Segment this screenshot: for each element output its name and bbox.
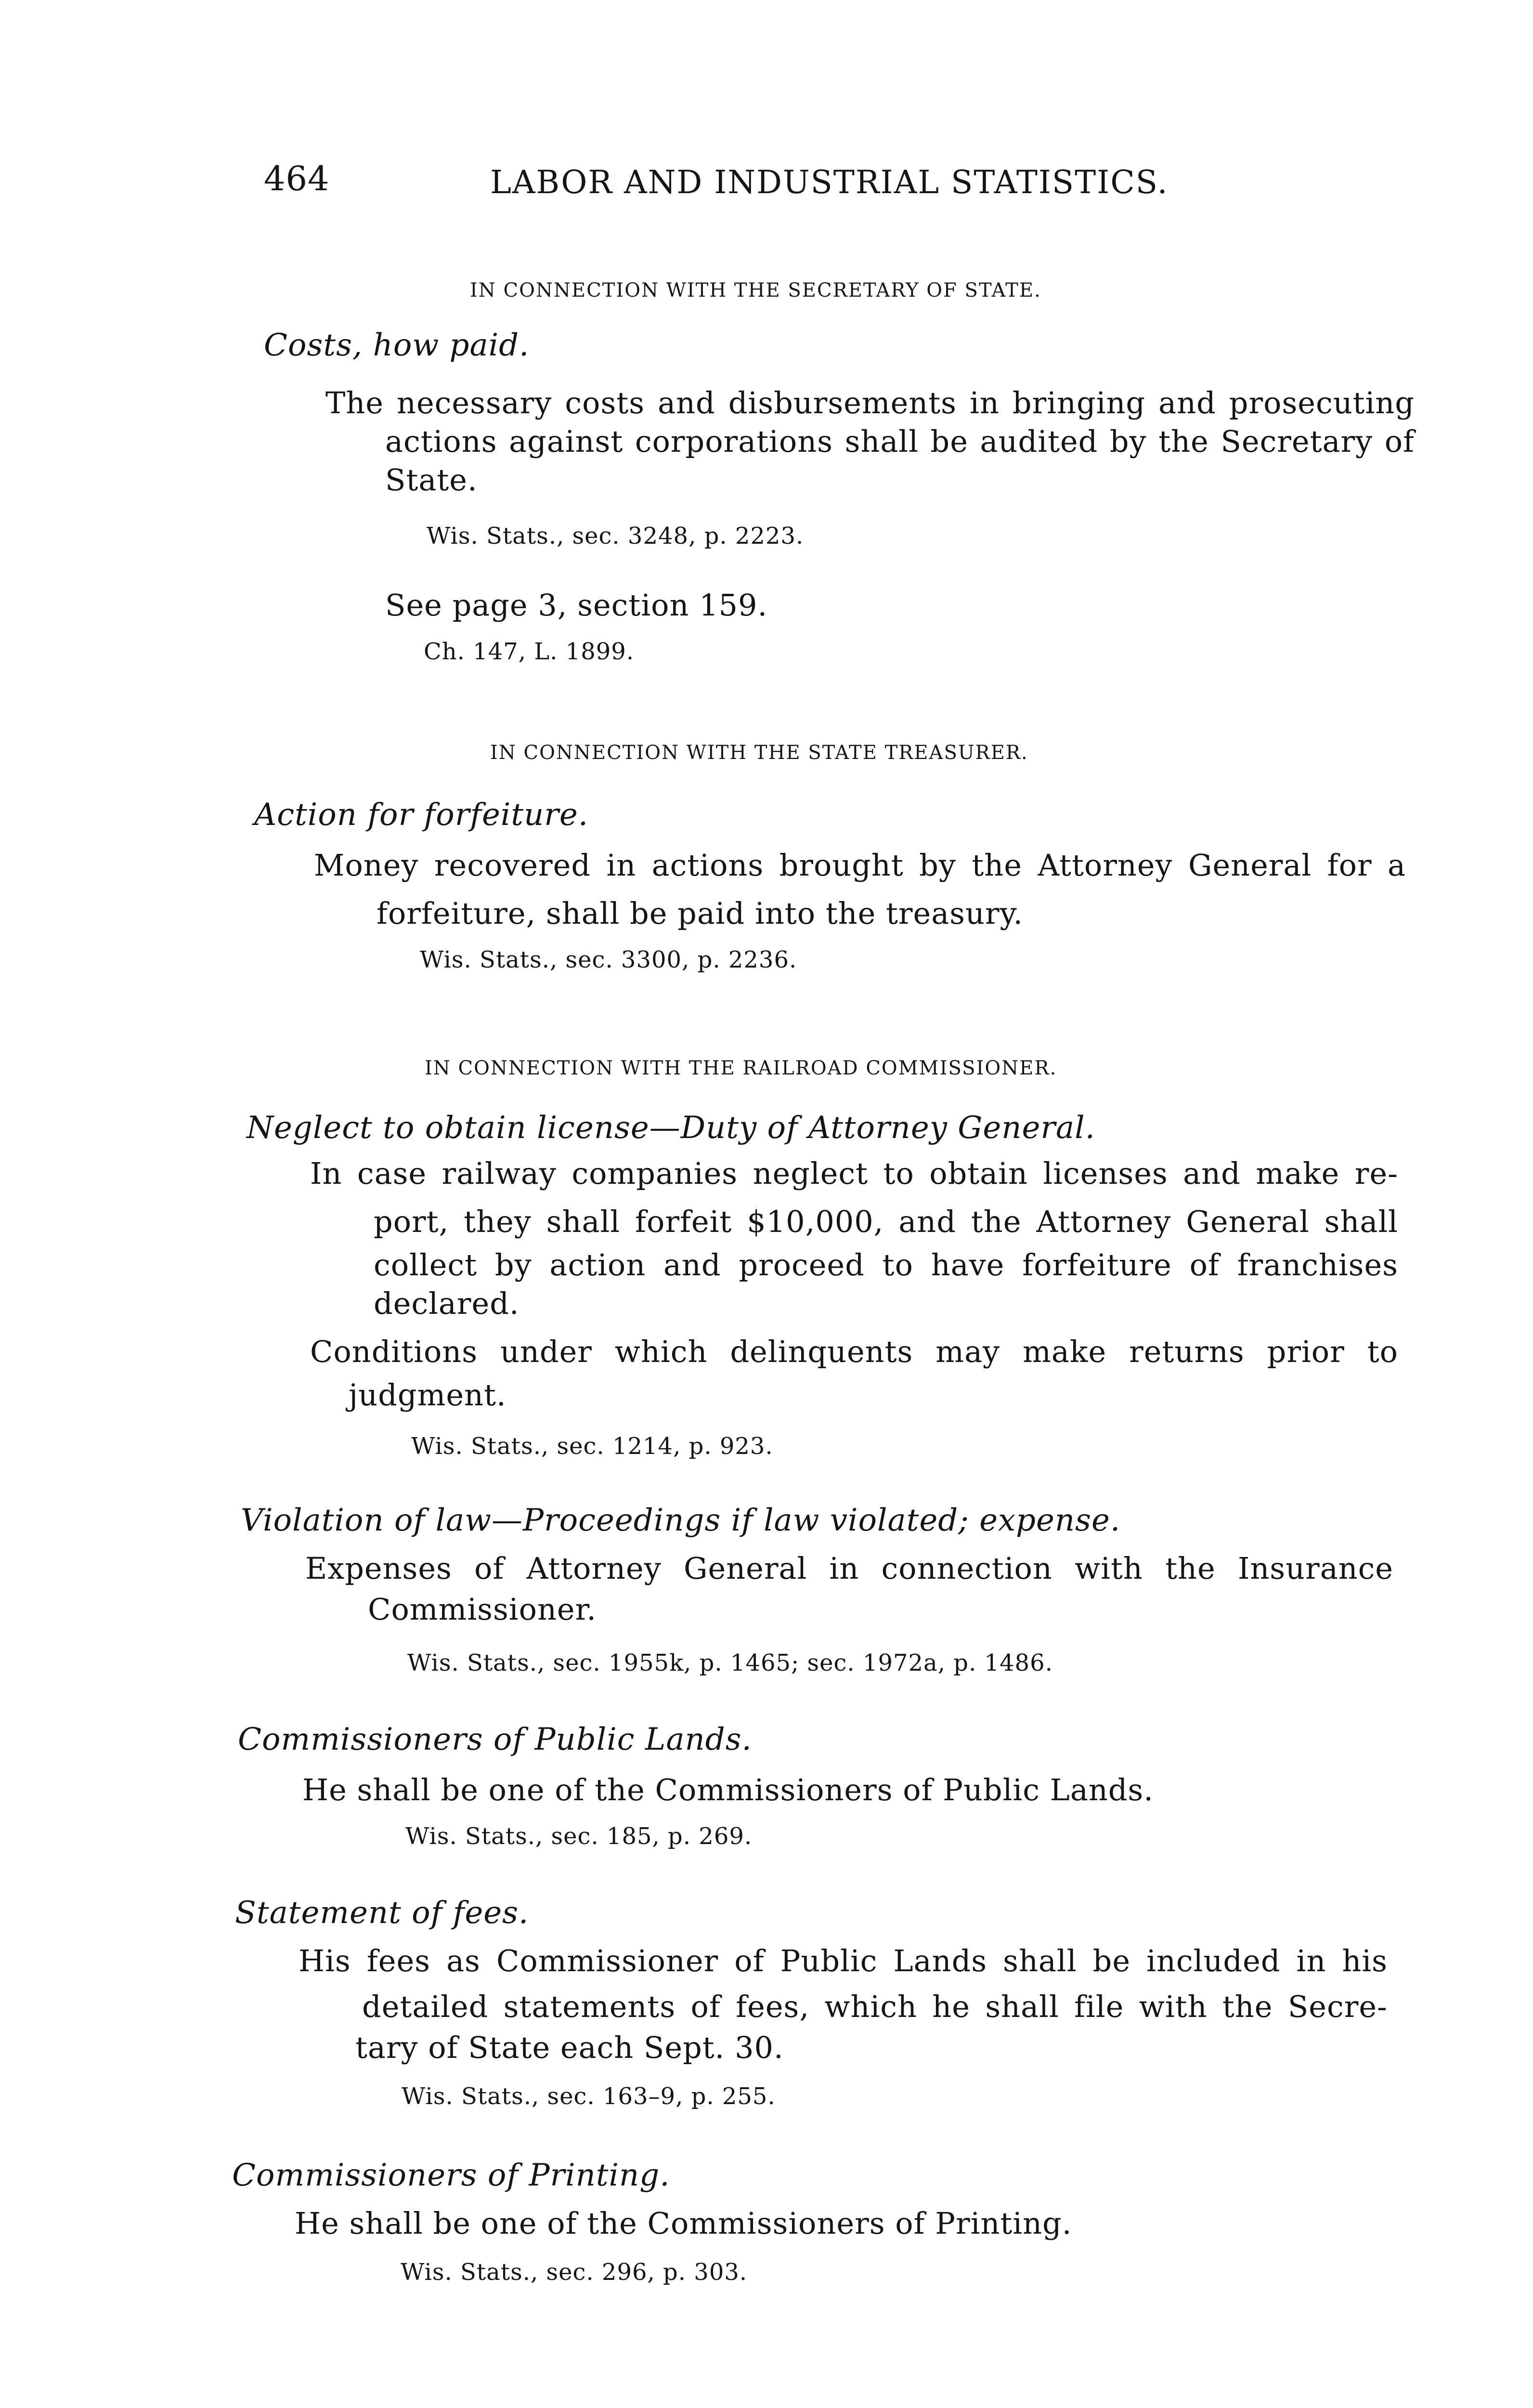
body-line: The necessary costs and disbursements in bringing and prosecuting [325,385,1415,420]
entry-title-statement-of-fees: Statement of fees. [235,1895,529,1931]
citation: Wis. Stats., sec. 3248, p. 2223. [427,523,804,550]
body-line: detailed statements of fees, which he shall file with the Secre- [362,1989,1388,2024]
citation: Ch. 147, L. 1899. [424,638,635,665]
entry-title-commissioners-of-printing: Commissioners of Printing. [232,2158,670,2193]
entry-title-action-for-forfeiture: Action for forfeiture. [254,797,589,833]
body-line: declared. [374,1286,520,1321]
body-line: judgment. [349,1377,507,1413]
body-line: actions against corporations shall be audited by the Secretary of [385,424,1415,459]
body-line: forfeiture, shall be paid into the treasury. [377,896,1024,931]
body-line: State. [385,462,478,497]
body-line: port, they shall forfeit $10,000, and the Attorney General shall [374,1204,1398,1239]
body-line: Money recovered in actions brought by the Attorney General for a [314,848,1406,883]
body-line: His fees as Commissioner of Public Lands shall be included in his [299,1943,1388,1978]
section-heading-state-treasurer: IN CONNECTION WITH THE STATE TREASURER. [490,742,1028,764]
body-line: Conditions under which delinquents may make returns prior to [310,1334,1398,1369]
citation: Wis. Stats., sec. 1214, p. 923. [411,1433,773,1460]
citation: Wis. Stats., sec. 185, p. 269. [405,1823,753,1850]
body-line: In case railway companies neglect to obtain licenses and make re- [310,1156,1398,1191]
section-heading-secretary-of-state: IN CONNECTION WITH THE SECRETARY OF STATE. [470,279,1041,301]
citation: Wis. Stats., sec. 3300, p. 2236. [420,946,797,973]
section-heading-railroad-commissioner: IN CONNECTION WITH THE RAILROAD COMMISSIONER. [425,1057,1057,1079]
entry-title-costs-how-paid: Costs, how paid. [264,327,530,363]
body-line: Expenses of Attorney General in connection with the Insurance [305,1551,1393,1586]
running-title: LABOR AND INDUSTRIAL STATISTICS. [490,164,1169,201]
body-line: He shall be one of the Commissioners of Printing. [295,2206,1072,2241]
body-line: collect by action and proceed to have forfeiture of franchises [374,1247,1398,1283]
entry-title-violation-of-law: Violation of law—Proceedings if law violated; expense. [241,1503,1121,1538]
see-also-reference: See page 3, section 159. [385,588,768,623]
citation: Wis. Stats., sec. 1955k, p. 1465; sec. 1972a, p. 1486. [407,1649,1053,1676]
body-line: tary of State each Sept. 30. [355,2030,784,2065]
citation: Wis. Stats., sec. 163–9, p. 255. [402,2083,776,2110]
page-number: 464 [264,159,330,198]
entry-title-neglect-to-obtain-license: Neglect to obtain license—Duty of Attorney General. [247,1110,1095,1146]
body-line: Commissioner. [368,1592,597,1627]
body-line: He shall be one of the Commissioners of Public Lands. [302,1772,1154,1807]
entry-title-commissioners-of-public-lands: Commissioners of Public Lands. [238,1722,752,1757]
citation: Wis. Stats., sec. 296, p. 303. [401,2259,748,2286]
